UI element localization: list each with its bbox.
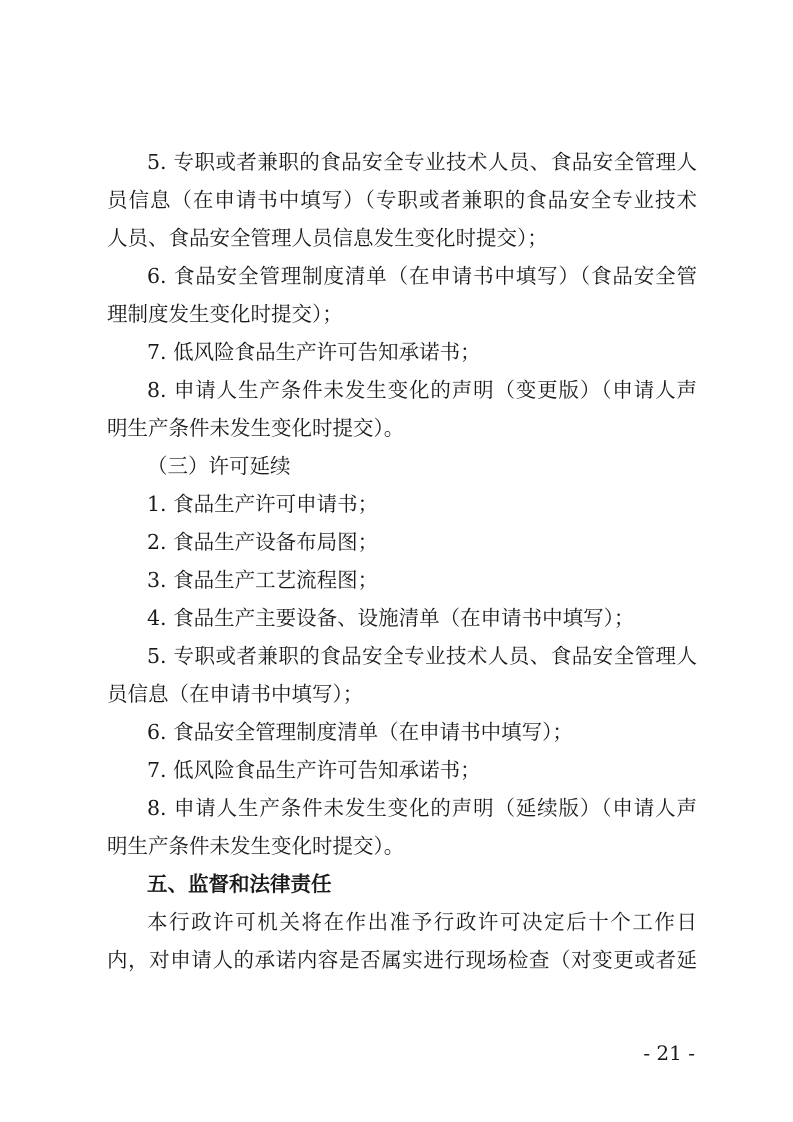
paragraph-line: 理制度发生变化时提交）； xyxy=(107,302,343,326)
paragraph-line: 5. 专职或者兼职的食品安全专业技术人员、食品安全管理人 xyxy=(147,644,697,668)
paragraph-line: 内，对申请人的承诺内容是否属实进行现场检查（对变更或者延 xyxy=(107,948,697,972)
section-heading: 五、监督和法律责任 xyxy=(147,872,332,896)
paragraph-line: 8. 申请人生产条件未发生变化的声明（延续版）（申请人声 xyxy=(147,796,697,820)
paragraph-line: 本行政许可机关将在作出准予行政许可决定后十个工作日 xyxy=(147,910,697,934)
paragraph-line: 2. 食品生产设备布局图； xyxy=(147,530,379,554)
paragraph-line: 员信息（在申请书中填写）； xyxy=(107,682,364,706)
paragraph-line: 明生产条件未发生变化时提交）。 xyxy=(107,416,405,440)
paragraph-line: 4. 食品生产主要设备、设施清单（在申请书中填写）； xyxy=(147,606,635,630)
paragraph-line: 7. 低风险食品生产许可告知承诺书； xyxy=(147,340,481,364)
paragraph-line: 8. 申请人生产条件未发生变化的声明（变更版）（申请人声 xyxy=(147,378,697,402)
paragraph-line: 明生产条件未发生变化时提交）。 xyxy=(107,834,405,858)
section-subheading: （三）许可延续 xyxy=(147,454,291,478)
paragraph-line: 7. 低风险食品生产许可告知承诺书； xyxy=(147,758,481,782)
paragraph-line: 5. 专职或者兼职的食品安全专业技术人员、食品安全管理人 xyxy=(147,150,697,174)
paragraph-line: 6. 食品安全管理制度清单（在申请书中填写）（食品安全管 xyxy=(147,264,697,288)
paragraph-line: 6. 食品安全管理制度清单（在申请书中填写）； xyxy=(147,720,573,744)
paragraph-line: 1. 食品生产许可申请书； xyxy=(147,492,379,516)
page-number: - 21 - xyxy=(643,1041,695,1065)
paragraph-line: 3. 食品生产工艺流程图； xyxy=(147,568,379,592)
paragraph-line: 人员、食品安全管理人员信息发生变化时提交）； xyxy=(107,226,548,250)
paragraph-line: 员信息（在申请书中填写）（专职或者兼职的食品安全专业技术 xyxy=(107,188,697,212)
